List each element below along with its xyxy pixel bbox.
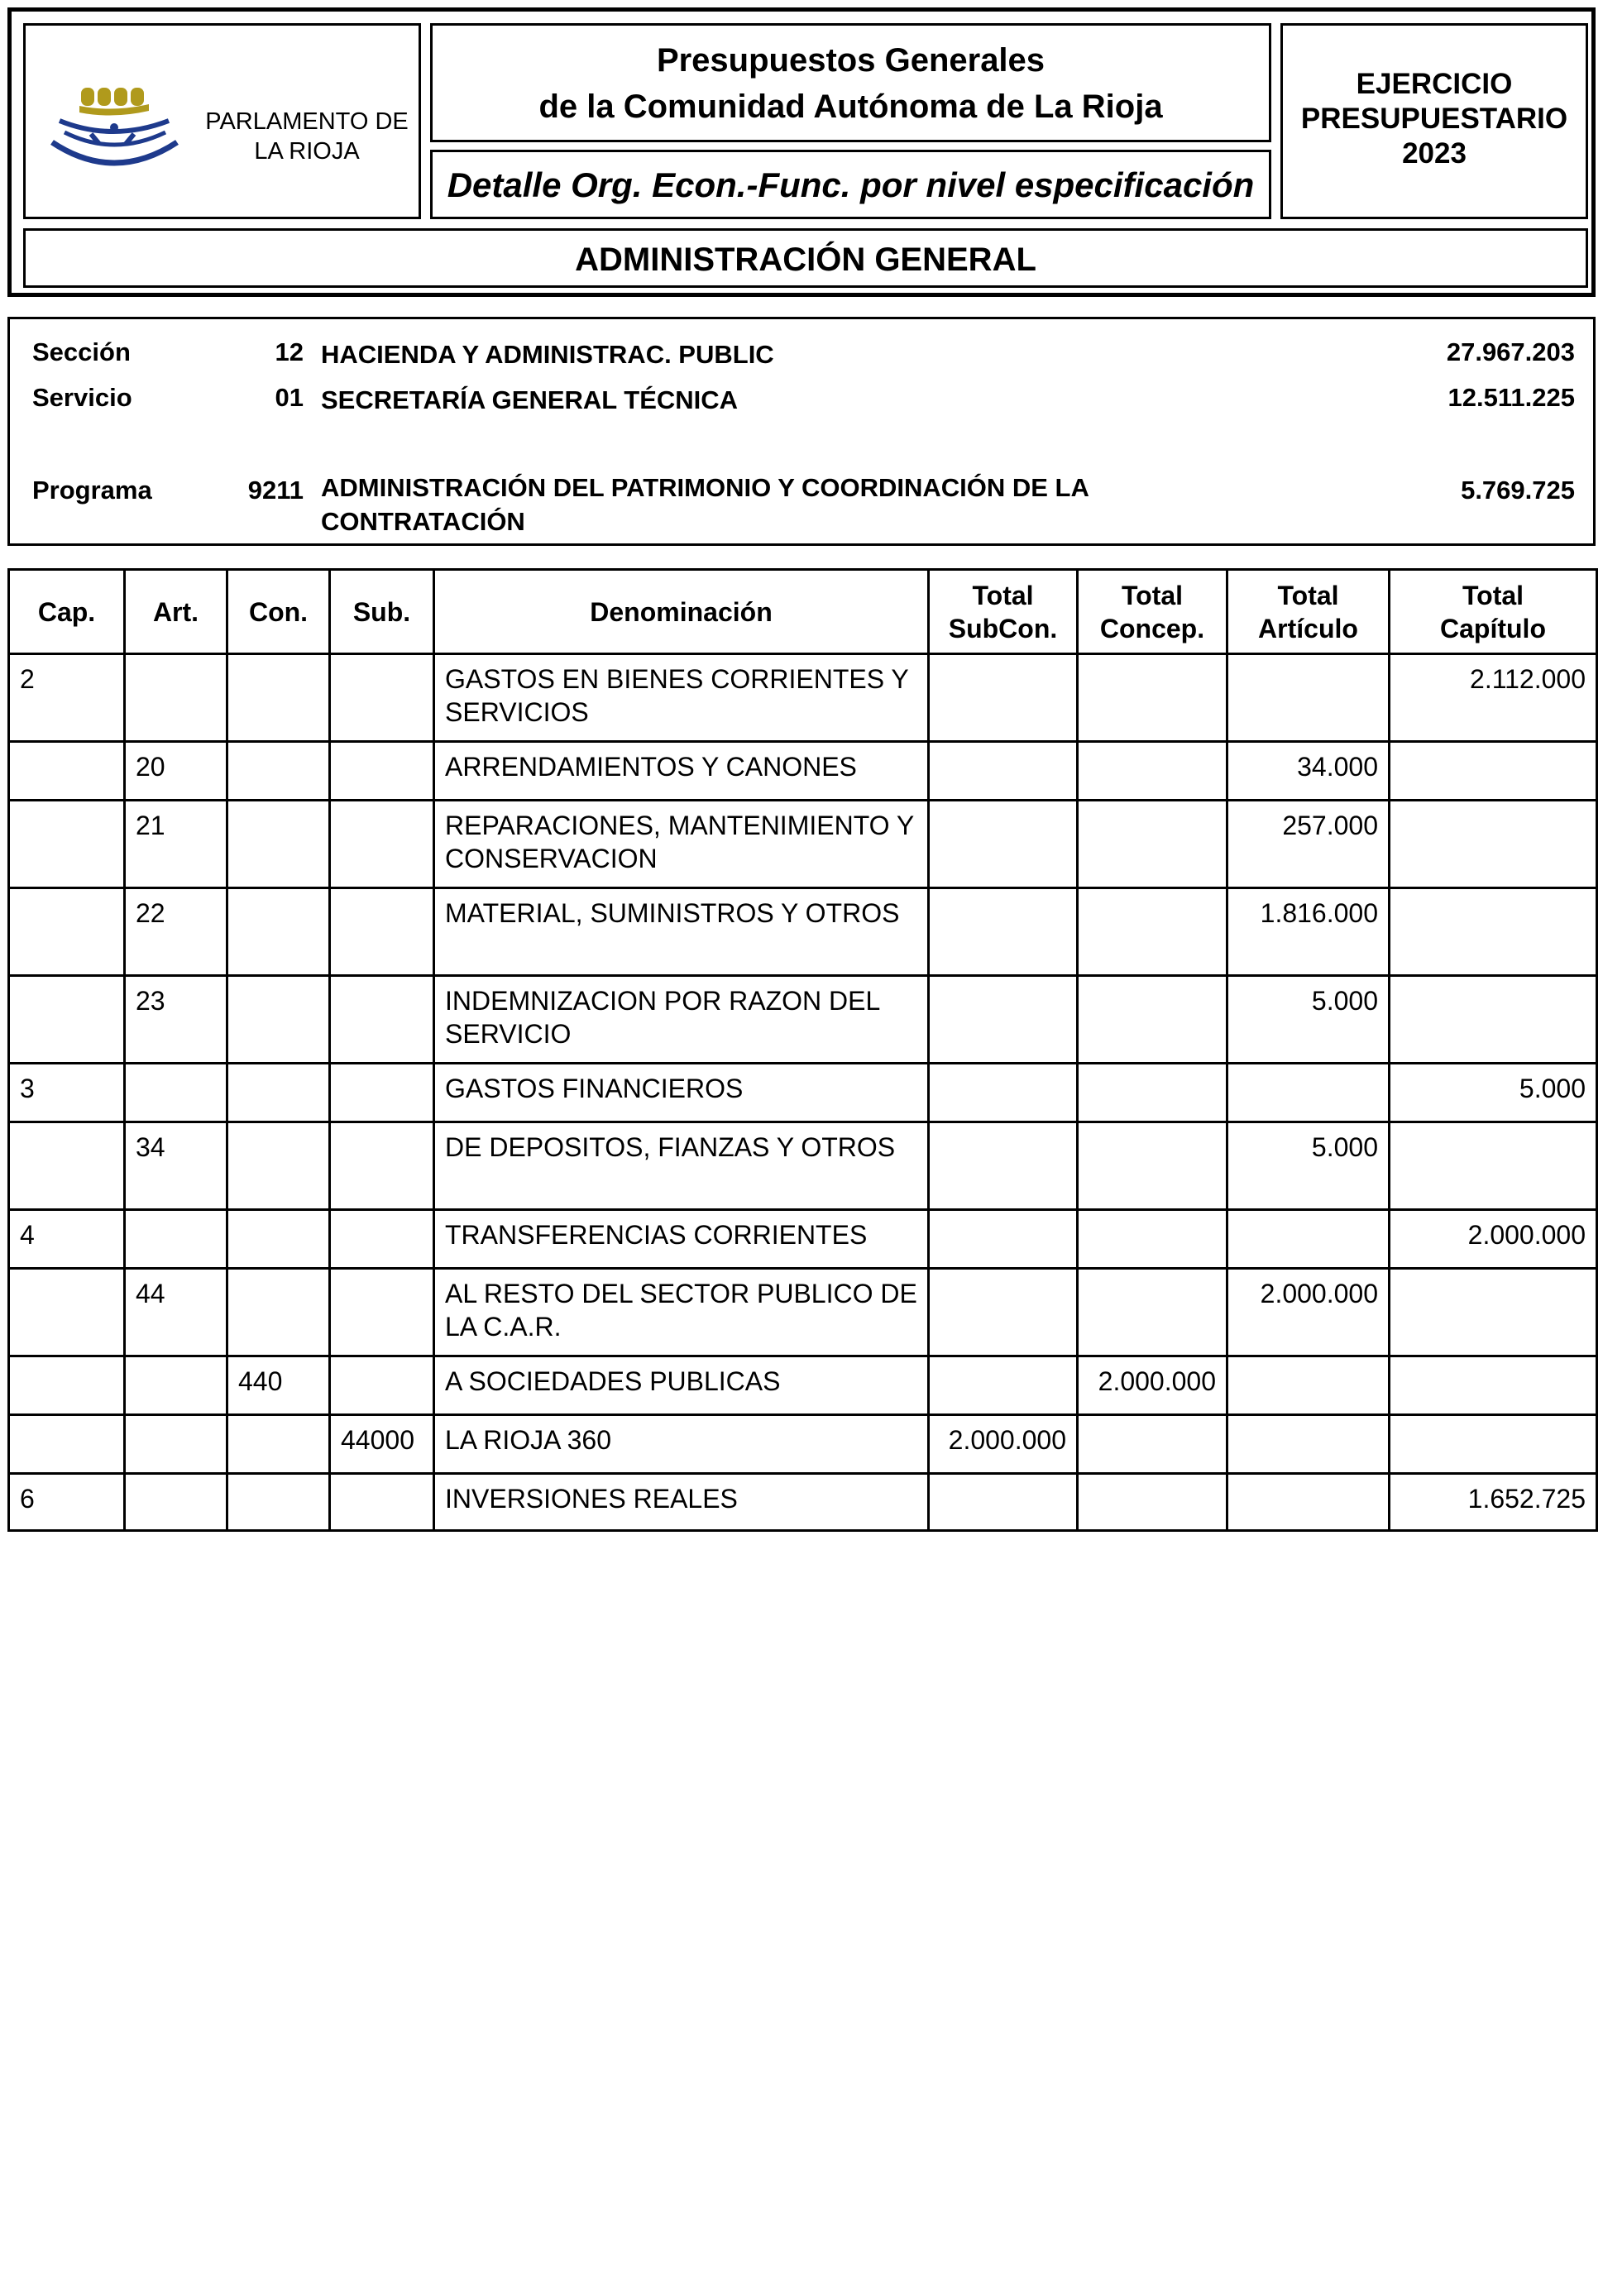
header-sub: Sub. [330, 570, 434, 654]
cell-sub [330, 1269, 434, 1356]
table-row [9, 1122, 1597, 1210]
cell-art: 23 [125, 976, 227, 1064]
cell-total-concep [1078, 976, 1227, 1064]
cell-art: 21 [125, 801, 227, 888]
title-line2: de la Comunidad Autónoma de La Rioja [538, 88, 1163, 125]
cell-total-capitulo [1390, 742, 1597, 801]
header-total-subcon-line2: SubCon. [948, 613, 1058, 643]
document-subtitle: Detalle Org. Econ.-Func. por nivel especificación [447, 165, 1255, 204]
cell-sub [330, 1356, 434, 1415]
cell-total-articulo [1227, 1474, 1390, 1531]
header-total-capitulo-line2: Capítulo [1440, 613, 1546, 643]
cell-con [227, 1415, 330, 1474]
cell-total-concep [1078, 1269, 1227, 1356]
header-total-subcon-line1: Total [972, 580, 1034, 610]
table-row [9, 742, 1597, 801]
fiscal-year [1283, 67, 1586, 171]
table-row [9, 888, 1597, 976]
subtitle-panel [430, 150, 1271, 219]
cell-total-subcon [929, 801, 1078, 888]
header-cap: Cap. [9, 570, 125, 654]
document-title [433, 37, 1269, 130]
cell-total-concep [1078, 1210, 1227, 1269]
programa-label: Programa [32, 476, 152, 505]
table-row [9, 1474, 1597, 1531]
cell-sub [330, 976, 434, 1064]
cell-total-subcon [929, 1122, 1078, 1210]
cell-total-capitulo [1390, 1269, 1597, 1356]
programa-code: 9211 [247, 476, 304, 505]
cell-total-capitulo [1390, 801, 1597, 888]
cell-con [227, 1210, 330, 1269]
cell-cap [9, 1269, 125, 1356]
fiscal-year-panel [1280, 23, 1588, 219]
cell-total-capitulo: 1.652.725 [1390, 1474, 1597, 1531]
cell-total-articulo [1227, 654, 1390, 742]
cell-art [125, 1415, 227, 1474]
cell-con [227, 742, 330, 801]
cell-total-capitulo [1390, 976, 1597, 1064]
table-row [9, 654, 1597, 742]
cell-sub: 44000 [330, 1415, 434, 1474]
cell-total-concep [1078, 1064, 1227, 1122]
cell-total-subcon [929, 1474, 1078, 1531]
servicio-label: Servicio [32, 383, 132, 412]
logo-panel [23, 23, 421, 219]
seccion-label: Sección [32, 337, 131, 366]
cell-cap: 3 [9, 1064, 125, 1122]
document-header [7, 7, 1596, 297]
header-total-articulo-line1: Total [1277, 580, 1339, 610]
cell-total-articulo [1227, 1210, 1390, 1269]
cell-sub [330, 1064, 434, 1122]
cell-total-articulo [1227, 1356, 1390, 1415]
cell-sub [330, 888, 434, 976]
programa-name-line1: ADMINISTRACIÓN DEL PATRIMONIO Y COORDINACIÓN DE LA [321, 473, 1089, 502]
table-header-row [9, 570, 1597, 654]
cell-total-capitulo [1390, 888, 1597, 976]
cell-total-articulo: 5.000 [1227, 1122, 1390, 1210]
cell-denominacion: INVERSIONES REALES [434, 1474, 929, 1531]
cell-cap [9, 1415, 125, 1474]
cell-denominacion: GASTOS FINANCIEROS [434, 1064, 929, 1122]
servicio-name: SECRETARÍA GENERAL TÉCNICA [321, 385, 739, 414]
table-row [9, 1356, 1597, 1415]
cell-art [125, 654, 227, 742]
cell-total-subcon [929, 1210, 1078, 1269]
cell-total-concep [1078, 1122, 1227, 1210]
table-row [9, 801, 1597, 888]
cell-total-articulo: 5.000 [1227, 976, 1390, 1064]
seccion-amount: 27.967.203 [1446, 337, 1575, 366]
cell-art [125, 1474, 227, 1531]
cell-total-capitulo: 5.000 [1390, 1064, 1597, 1122]
table-row [9, 1064, 1597, 1122]
cell-denominacion: LA RIOJA 360 [434, 1415, 929, 1474]
cell-con [227, 976, 330, 1064]
cell-total-articulo: 257.000 [1227, 801, 1390, 888]
cell-art: 22 [125, 888, 227, 976]
cell-denominacion: AL RESTO DEL SECTOR PUBLICO DE LA C.A.R. [434, 1269, 929, 1356]
cell-art [125, 1356, 227, 1415]
header-total-articulo [1227, 570, 1390, 654]
cell-total-subcon [929, 1356, 1078, 1415]
table-row [9, 976, 1597, 1064]
cell-art: 44 [125, 1269, 227, 1356]
cell-cap: 4 [9, 1210, 125, 1269]
header-total-concep [1078, 570, 1227, 654]
budget-table [7, 568, 1598, 1532]
cell-total-subcon [929, 888, 1078, 976]
programa-name [321, 471, 1231, 538]
header-denominacion: Denominación [434, 570, 929, 654]
cell-cap [9, 801, 125, 888]
logo-label-line2: LA RIOJA [254, 138, 360, 165]
servicio-amount: 12.511.225 [1447, 383, 1575, 412]
cell-sub [330, 1474, 434, 1531]
cell-total-articulo: 34.000 [1227, 742, 1390, 801]
cell-denominacion: DE DEPOSITOS, FIANZAS Y OTROS [434, 1122, 929, 1210]
cell-art: 34 [125, 1122, 227, 1210]
cell-total-concep [1078, 1415, 1227, 1474]
year-line1: EJERCICIO [1356, 68, 1513, 100]
cell-cap: 2 [9, 654, 125, 742]
cell-sub [330, 1210, 434, 1269]
cell-cap [9, 976, 125, 1064]
cell-con [227, 654, 330, 742]
header-total-capitulo [1390, 570, 1597, 654]
cell-denominacion: INDEMNIZACION POR RAZON DEL SERVICIO [434, 976, 929, 1064]
cell-total-concep [1078, 742, 1227, 801]
cell-cap [9, 888, 125, 976]
cell-con [227, 1064, 330, 1122]
header-total-subcon [929, 570, 1078, 654]
cell-con [227, 1269, 330, 1356]
cell-sub [330, 742, 434, 801]
cell-sub [330, 654, 434, 742]
title-panel [430, 23, 1271, 142]
cell-art [125, 1210, 227, 1269]
cell-denominacion: MATERIAL, SUMINISTROS Y OTROS [434, 888, 929, 976]
seccion-code: 12 [275, 337, 304, 366]
cell-denominacion: A SOCIEDADES PUBLICAS [434, 1356, 929, 1415]
table-row [9, 1269, 1597, 1356]
cell-total-articulo [1227, 1064, 1390, 1122]
cell-total-capitulo: 2.000.000 [1390, 1210, 1597, 1269]
servicio-code: 01 [275, 383, 304, 412]
cell-total-capitulo: 2.112.000 [1390, 654, 1597, 742]
cell-total-subcon [929, 1064, 1078, 1122]
cell-total-concep [1078, 1474, 1227, 1531]
admin-title: ADMINISTRACIÓN GENERAL [575, 242, 1036, 278]
header-total-concep-line1: Total [1121, 580, 1184, 610]
parliament-logo-icon [48, 84, 197, 179]
header-total-concep-line2: Concep. [1099, 613, 1205, 643]
cell-total-concep [1078, 801, 1227, 888]
cell-con: 440 [227, 1356, 330, 1415]
cell-denominacion: TRANSFERENCIAS CORRIENTES [434, 1210, 929, 1269]
table-row [9, 1210, 1597, 1269]
table-row [9, 1415, 1597, 1474]
cell-denominacion: ARRENDAMIENTOS Y CANONES [434, 742, 929, 801]
header-con: Con. [227, 570, 330, 654]
logo-label-line1: PARLAMENTO DE [205, 108, 409, 135]
cell-cap [9, 742, 125, 801]
title-line1: Presupuestos Generales [656, 42, 1046, 79]
cell-con [227, 1122, 330, 1210]
cell-con [227, 1474, 330, 1531]
cell-total-subcon [929, 742, 1078, 801]
cell-cap [9, 1122, 125, 1210]
cell-total-articulo [1227, 1415, 1390, 1474]
budget-section-info [7, 317, 1596, 546]
cell-total-subcon [929, 976, 1078, 1064]
header-total-capitulo-line1: Total [1462, 580, 1524, 610]
programa-name-line2: CONTRATACIÓN [321, 507, 525, 536]
cell-con [227, 801, 330, 888]
cell-total-concep [1078, 654, 1227, 742]
cell-total-capitulo [1390, 1356, 1597, 1415]
header-total-articulo-line2: Artículo [1258, 613, 1358, 643]
cell-denominacion: REPARACIONES, MANTENIMIENTO Y CONSERVACION [434, 801, 929, 888]
cell-art [125, 1064, 227, 1122]
cell-total-subcon [929, 654, 1078, 742]
header-art: Art. [125, 570, 227, 654]
seccion-name: HACIENDA Y ADMINISTRAC. PUBLIC [321, 340, 774, 369]
cell-total-subcon [929, 1269, 1078, 1356]
cell-total-articulo: 1.816.000 [1227, 888, 1390, 976]
cell-cap: 6 [9, 1474, 125, 1531]
year-line2: PRESUPUESTARIO [1300, 103, 1568, 135]
cell-total-concep [1078, 888, 1227, 976]
admin-panel [23, 228, 1588, 288]
programa-amount: 5.769.725 [1461, 476, 1575, 505]
cell-total-subcon: 2.000.000 [929, 1415, 1078, 1474]
cell-total-articulo: 2.000.000 [1227, 1269, 1390, 1356]
year-line3: 2023 [1402, 137, 1467, 170]
cell-sub [330, 801, 434, 888]
cell-con [227, 888, 330, 976]
cell-total-concep: 2.000.000 [1078, 1356, 1227, 1415]
cell-sub [330, 1122, 434, 1210]
cell-denominacion: GASTOS EN BIENES CORRIENTES Y SERVICIOS [434, 654, 929, 742]
cell-total-capitulo [1390, 1415, 1597, 1474]
cell-total-capitulo [1390, 1122, 1597, 1210]
logo-label [195, 107, 419, 166]
cell-art: 20 [125, 742, 227, 801]
cell-cap [9, 1356, 125, 1415]
